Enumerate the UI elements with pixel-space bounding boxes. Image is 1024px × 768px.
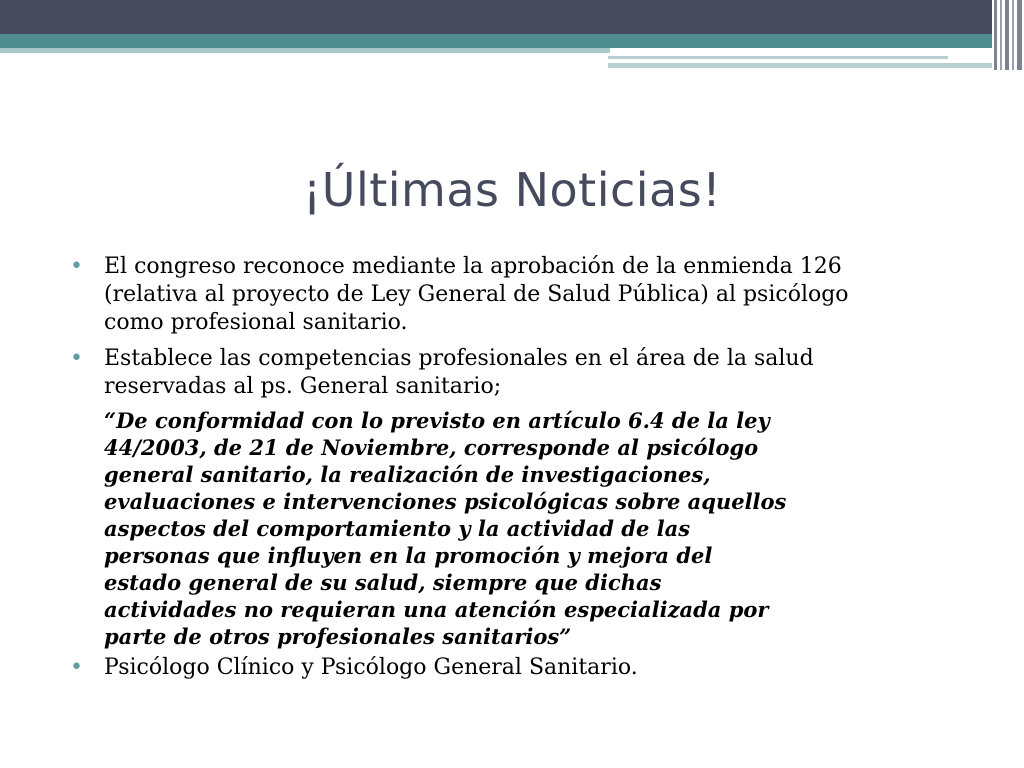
- corner-stripes: [992, 0, 1024, 70]
- bullet-text: Establece las competencias profesionales en el área de la salud reservadas al ps. General sanitario;: [104, 346, 814, 399]
- stripe: [1012, 0, 1014, 70]
- stripe: [994, 0, 997, 70]
- header-bar-dark: [0, 0, 1024, 34]
- bullet-item: [70, 253, 970, 337]
- bullet-icon: •: [70, 346, 83, 371]
- stripe: [1017, 0, 1022, 70]
- stripe: [1000, 0, 1002, 70]
- slide-title: ¡Últimas Noticias!: [302, 163, 722, 217]
- header-accent-line: [608, 63, 998, 68]
- bullet-item: [70, 654, 970, 682]
- header-bar-teal: [0, 34, 1024, 48]
- bullet-icon: •: [70, 655, 83, 680]
- header-bar-light: [0, 48, 610, 53]
- header-accent-line: [608, 56, 948, 59]
- bullet-item: [70, 345, 970, 401]
- bullet-text: El congreso reconoce mediante la aprobación de la enmienda 126 (relativa al proyecto de Ley General de Salud Pública) al psicólogo como profesional sanitario.: [104, 254, 849, 335]
- bullet-text: Psicólogo Clínico y Psicólogo General Sanitario.: [104, 655, 638, 680]
- slide-body: [70, 253, 970, 690]
- bullet-icon: •: [70, 254, 83, 279]
- stripe: [1005, 0, 1009, 70]
- legal-quote: “De conformidad con lo previsto en artículo 6.4 de la ley 44/2003, de 21 de Noviembre, corresponde al psicólogo general sanitario, la realización de investigaciones, evaluaciones e intervenciones psicológicas sobre aquellos aspectos del comportamiento y la actividad de las personas que influyen en la promoción y mejora del estado general de su salud, siempre que dichas actividades no requieran una atención especializada por parte de otros profesionales sanitarios”: [104, 408, 787, 649]
